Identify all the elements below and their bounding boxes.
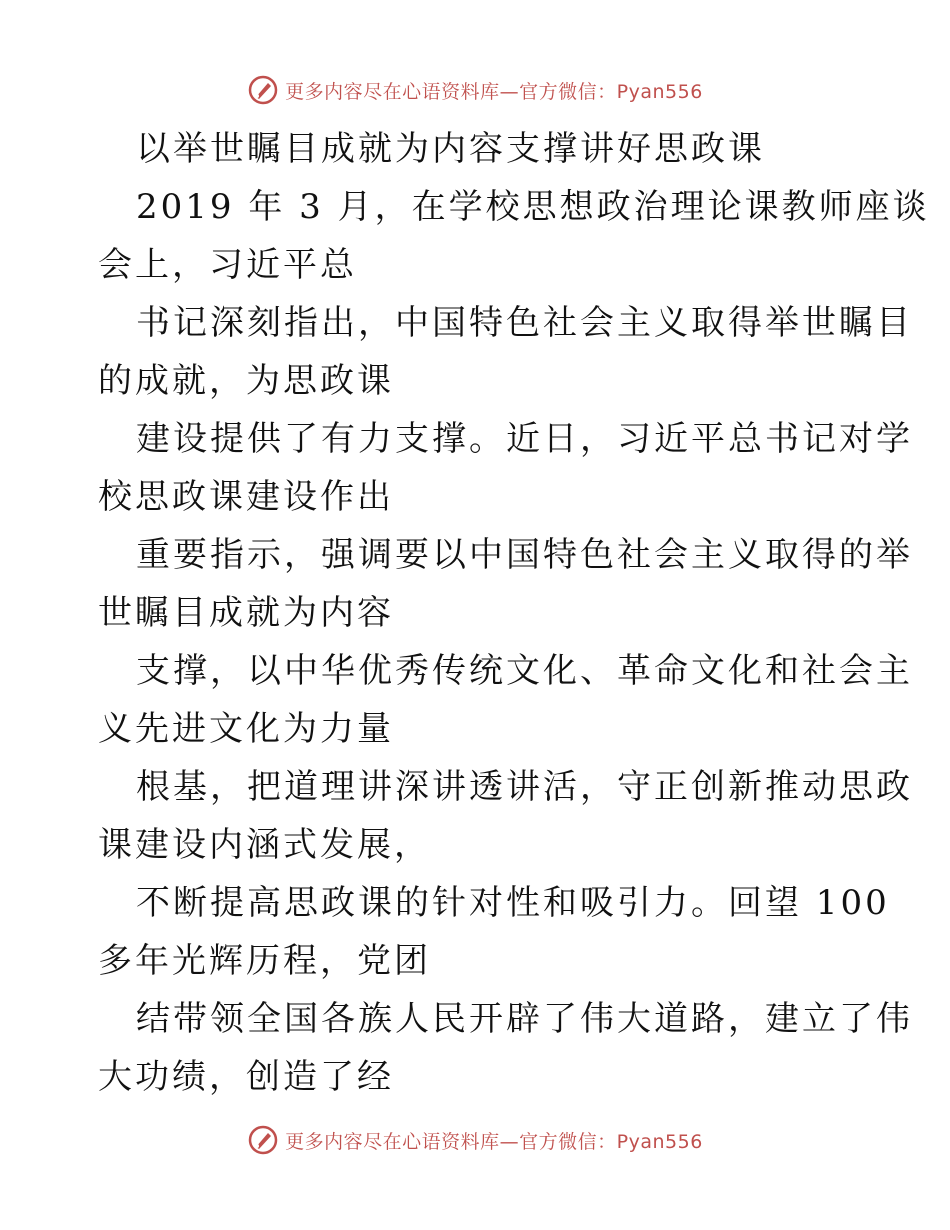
paragraph-line: 重要指示，强调要以中国特色社会主义取得的举 [136,535,913,575]
paragraph-line: 校思政课建设作出 [98,477,394,517]
pen-logo-icon [247,74,279,106]
paragraph-line: 会上，习近平总 [98,245,357,285]
document-title: 以举世瞩目成就为内容支撑讲好思政课 [136,129,765,169]
paragraph-line: 书记深刻指出，中国特色社会主义取得举世瞩目 [136,303,913,343]
paragraph-line: 支撑，以中华优秀传统文化、革命文化和社会主 [136,651,913,691]
header-banner-text: 更多内容尽在心语资料库—官方微信：Pyan556 [285,80,703,103]
paragraph-line: 建设提供了有力支撑。近日，习近平总书记对学 [136,419,913,459]
paragraph-line: 不断提高思政课的针对性和吸引力。回望 100 [136,883,890,923]
footer-banner [0,1120,950,1160]
paragraph-line: 义先进文化为力量 [98,709,394,749]
paragraph-line: 多年光辉历程，党团 [98,941,431,981]
paragraph-line: 世瞩目成就为内容 [98,593,394,633]
paragraph-line: 结带领全国各族人民开辟了伟大道路，建立了伟 [136,999,913,1039]
footer-banner-text: 更多内容尽在心语资料库—官方微信：Pyan556 [285,1130,703,1153]
paragraph-line: 大功绩，创造了经 [98,1057,394,1097]
paragraph-line: 根基，把道理讲深讲透讲活，守正创新推动思政 [136,767,913,807]
paragraph-line: 的成就，为思政课 [98,361,394,401]
pen-logo-icon [247,1124,279,1156]
header-banner [0,70,950,110]
paragraph-line: 课建设内涵式发展， [98,825,431,865]
document-body [98,120,930,1106]
paragraph-line: 2019 年 3 月，在学校思想政治理论课教师座谈 [136,187,930,227]
